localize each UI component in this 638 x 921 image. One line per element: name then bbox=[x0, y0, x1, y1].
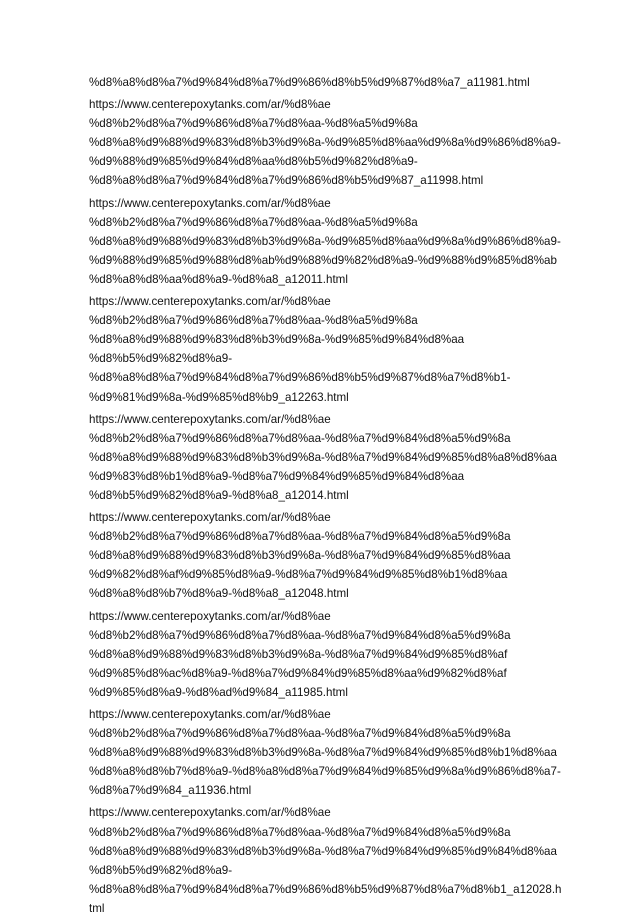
url-line: %d8%b2%d8%a7%d9%86%d8%a7%d8%aa-%d8%a5%d9%8a bbox=[89, 117, 418, 131]
url-line: %d9%85%d8%ac%d8%a9-%d8%a7%d9%84%d9%85%d8%aa%d9%82%d8%af bbox=[89, 666, 507, 680]
url-line: %d8%a8%d9%88%d9%83%d8%b3%d9%8a-%d9%85%d8%aa%d9%8a%d9%86%d8%a9- bbox=[89, 234, 561, 248]
url-list bbox=[89, 73, 569, 921]
url-entry bbox=[89, 73, 569, 92]
url-line: %d8%a8%d8%b7%d8%a9-%d8%a8%d8%a7%d9%84%d9%85%d9%8a%d9%86%d8%a7- bbox=[89, 765, 561, 779]
url-line: %d8%a8%d8%a7%d9%84%d8%a7%d9%86%d8%b5%d9%87%d8%a7%d8%b1- bbox=[89, 371, 511, 385]
url-line: %d8%b2%d8%a7%d9%86%d8%a7%d8%aa-%d8%a7%d9%84%d8%a5%d9%8a bbox=[89, 825, 511, 839]
url-entry bbox=[89, 705, 569, 800]
url-line: https://www.centerepoxytanks.com/ar/%d8%ae bbox=[89, 806, 331, 820]
url-line: %d9%88%d9%85%d9%88%d8%ab%d9%88%d9%82%d8%a9-%d9%88%d9%85%d8%ab bbox=[89, 253, 557, 267]
url-line: %d8%a8%d9%88%d9%83%d8%b3%d9%8a-%d8%a7%d9%84%d9%85%d8%af bbox=[89, 647, 508, 661]
url-line: %d8%a8%d9%88%d9%83%d8%b3%d9%8a-%d8%a7%d9%84%d9%85%d8%a8%d8%aa bbox=[89, 450, 557, 464]
url-line: https://www.centerepoxytanks.com/ar/%d8%ae bbox=[89, 98, 331, 112]
url-line: %d9%81%d9%8a-%d9%85%d8%b9_a12263.html bbox=[89, 390, 349, 404]
url-line: %d8%a8%d9%88%d9%83%d8%b3%d9%8a-%d9%85%d8%aa%d9%8a%d9%86%d8%a9- bbox=[89, 136, 561, 150]
url-line: %d8%a8%d8%aa%d8%a9-%d8%a8_a12011.html bbox=[89, 272, 348, 286]
url-line: https://www.centerepoxytanks.com/ar/%d8%ae bbox=[89, 295, 331, 309]
url-line: %d8%b2%d8%a7%d9%86%d8%a7%d8%aa-%d8%a7%d9%84%d8%a5%d9%8a bbox=[89, 628, 511, 642]
url-line: %d8%a8%d9%88%d9%83%d8%b3%d9%8a-%d8%a7%d9%84%d9%85%d9%84%d8%aa bbox=[89, 844, 557, 858]
url-line: %d8%a8%d8%b7%d8%a9-%d8%a8_a12048.html bbox=[89, 587, 349, 601]
url-line: %d8%b5%d9%82%d8%a9- bbox=[89, 863, 233, 877]
url-line: %d8%a8%d9%88%d9%83%d8%b3%d9%8a-%d8%a7%d9%84%d9%85%d8%aa bbox=[89, 549, 511, 563]
url-line: %d8%a7%d9%84_a11936.html bbox=[89, 784, 252, 798]
url-line: %d9%88%d9%85%d9%84%d8%aa%d8%b5%d9%82%d8%a9- bbox=[89, 155, 418, 169]
url-entry bbox=[89, 194, 569, 289]
url-line: tml bbox=[89, 901, 105, 915]
url-line: https://www.centerepoxytanks.com/ar/%d8%ae bbox=[89, 511, 331, 525]
url-line: %d8%b2%d8%a7%d9%86%d8%a7%d8%aa-%d8%a5%d9%8a bbox=[89, 314, 418, 328]
url-line: %d8%b5%d9%82%d8%a9- bbox=[89, 352, 233, 366]
url-line: %d8%b5%d9%82%d8%a9-%d8%a8_a12014.html bbox=[89, 488, 349, 502]
url-line: %d8%a8%d8%a7%d9%84%d8%a7%d9%86%d8%b5%d9%87%d8%a7_a11981.html bbox=[89, 76, 530, 89]
url-line: https://www.centerepoxytanks.com/ar/%d8%ae bbox=[89, 196, 331, 210]
url-line: %d8%b2%d8%a7%d9%86%d8%a7%d8%aa-%d8%a7%d9%84%d8%a5%d9%8a bbox=[89, 431, 511, 445]
url-entry bbox=[89, 95, 569, 190]
url-line: %d8%a8%d9%88%d9%83%d8%b3%d9%8a-%d9%85%d9%84%d8%aa bbox=[89, 333, 465, 347]
url-line: https://www.centerepoxytanks.com/ar/%d8%ae bbox=[89, 708, 331, 721]
url-line: https://www.centerepoxytanks.com/ar/%d8%ae bbox=[89, 609, 331, 623]
url-line: %d9%83%d8%b1%d8%a9-%d8%a7%d9%84%d9%85%d9%84%d8%aa bbox=[89, 469, 465, 483]
url-line: %d9%82%d8%af%d9%85%d8%a9-%d8%a7%d9%84%d9%85%d8%b1%d8%aa bbox=[89, 568, 508, 582]
url-line: %d8%a8%d8%a7%d9%84%d8%a7%d9%86%d8%b5%d9%87_a11998.html bbox=[89, 174, 484, 188]
url-entry bbox=[89, 508, 569, 603]
url-entry bbox=[89, 410, 569, 505]
url-line: %d8%b2%d8%a7%d9%86%d8%a7%d8%aa-%d8%a7%d9%84%d8%a5%d9%8a bbox=[89, 727, 511, 741]
url-entry bbox=[89, 607, 569, 702]
url-line: %d8%b2%d8%a7%d9%86%d8%a7%d8%aa-%d8%a5%d9%8a bbox=[89, 215, 418, 229]
url-line: https://www.centerepoxytanks.com/ar/%d8%ae bbox=[89, 412, 331, 426]
url-entry bbox=[89, 292, 569, 407]
url-line: %d9%85%d8%a9-%d8%ad%d9%84_a11985.html bbox=[89, 685, 348, 699]
url-line: %d8%a8%d8%a7%d9%84%d8%a7%d9%86%d8%b5%d9%87%d8%a7%d8%b1_a12028.h bbox=[89, 882, 562, 896]
url-line: %d8%b2%d8%a7%d9%86%d8%a7%d8%aa-%d8%a7%d9%84%d8%a5%d9%8a bbox=[89, 530, 511, 544]
url-line: %d8%a8%d9%88%d9%83%d8%b3%d9%8a-%d8%a7%d9%84%d9%85%d8%b1%d8%aa bbox=[89, 746, 557, 760]
url-entry bbox=[89, 803, 569, 918]
